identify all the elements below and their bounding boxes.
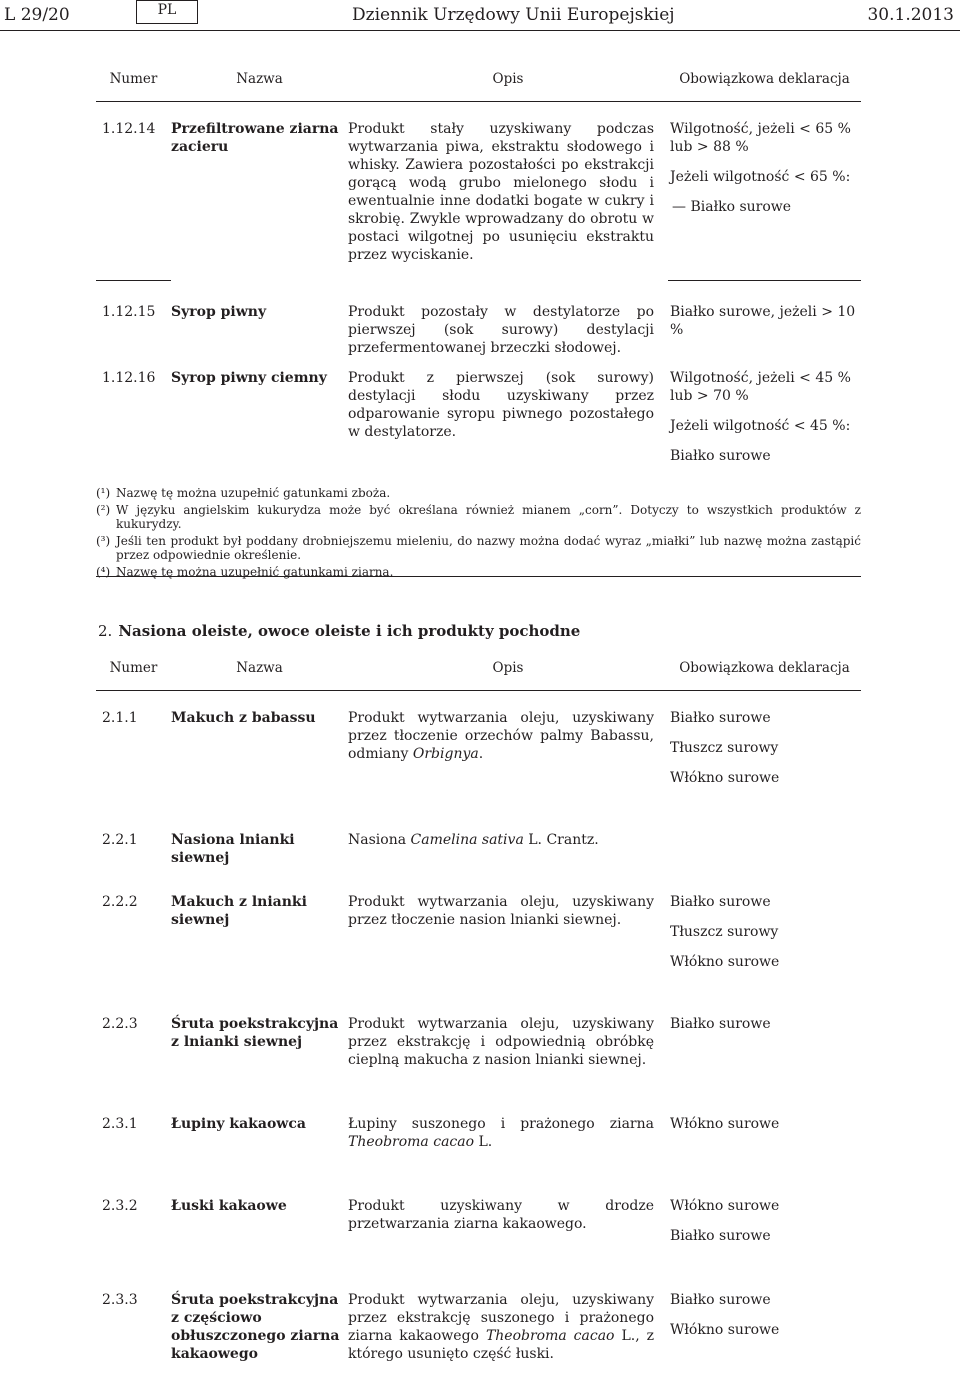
row-number: 2.3.1 [102, 1116, 138, 1132]
page-number: L 29/20 [4, 5, 70, 25]
table-row [96, 367, 861, 465]
declaration-item: — Białko surowe [672, 199, 792, 215]
table-row [96, 811, 861, 875]
row-description: Produkt wytwarzania oleju, uzyskiwany przez tłoczenie orzechów palmy Babassu, odmiany Orbignya. [348, 710, 654, 762]
row-name: Nasiona lnianki siewnej [171, 832, 295, 866]
row-name: Śruta poekstrakcyjna z częściowo obłuszczonego ziarna kakaowego [171, 1292, 340, 1362]
declaration-item: Białko surowe [670, 710, 771, 726]
col-header-number: Numer [96, 57, 171, 102]
col-header-name: Nazwa [171, 57, 348, 102]
row-description: Produkt wytwarzania oleju, uzyskiwany przez ekstrakcję suszonego i prażonego ziarna kakaowego Theobroma cacao L., z którego usunięto część łuski. [348, 1292, 654, 1362]
row-declaration [668, 1273, 861, 1363]
feed-materials-table-1 [96, 57, 861, 465]
table-row [96, 1179, 861, 1273]
declaration-item: Włókno surowe [670, 1116, 780, 1132]
declaration-item: Tłuszcz surowy [670, 924, 779, 940]
table-row [96, 1097, 861, 1179]
row-name: Śruta poekstrakcyjna z lnianki siewnej [171, 1016, 339, 1050]
row-name: Syrop piwny ciemny [171, 370, 327, 386]
declaration-item: Białko surowe, jeżeli > 10 % [670, 304, 856, 338]
row-description: Nasiona Camelina sativa L. Crantz. [348, 832, 599, 848]
row-number: 2.3.2 [102, 1198, 138, 1214]
section-heading [98, 622, 580, 640]
footnote: (²) W języku angielskim kukurydza może być określana również mianem „corn”. Dotyczy to wszystkich produktów z kukurydzy. [96, 502, 861, 531]
row-name: Makuch z babassu [171, 710, 316, 726]
page-header [0, 0, 960, 26]
row-declaration [668, 875, 861, 997]
section-title: Nasiona oleiste, owoce oleiste i ich produkty pochodne [118, 622, 581, 640]
row-declaration [668, 367, 861, 465]
col-header-declaration: Obowiązkowa deklaracja [668, 646, 861, 691]
row-description: Produkt wytwarzania oleju, uzyskiwany przez ekstrakcję i odpowiednią obróbkę cieplną makucha z nasion lnianki siewnej. [348, 1016, 654, 1068]
row-number: 2.1.1 [102, 710, 138, 726]
table-row [96, 691, 861, 812]
declaration-item: Włókno surowe [670, 1198, 780, 1214]
row-description: Produkt stały uzyskiwany podczas wytwarzania piwa, ekstraktu słodowego i whisky. Zawiera pozostałości po ekstrakcji gorącą wodą grubo mielonego słodu i ewentualnie inne dodatki bogate w cukry i skrobię. Zwykle wprowadzany do obrotu w postaci wilgotnej po usunięciu ekstraktu przez wyciskanie. [348, 121, 654, 263]
row-declaration [668, 1097, 861, 1179]
declaration-item: Jeżeli wilgotność < 65 %: [670, 169, 851, 185]
header-rule [0, 30, 960, 31]
declaration-item: Białko surowe [670, 1228, 771, 1244]
declaration-item: Włókno surowe [670, 1322, 780, 1338]
row-description: Produkt uzyskiwany w drodze przetwarzania ziarna kakaowego. [348, 1198, 654, 1232]
footnote-rule [96, 576, 861, 577]
declaration-item: Wilgotność, jeżeli < 45 % lub > 70 % [670, 370, 851, 404]
row-name: Łupiny kakaowca [171, 1116, 306, 1132]
footnote: (¹) Nazwę tę można uzupełnić gatunkami zboża. [96, 486, 391, 500]
row-description: Produkt pozostały w destylatorze po pierwszej (sok surowy) destylacji przefermentowanej brzeczki słodowej. [348, 303, 654, 356]
table-header-row [96, 57, 861, 102]
table-row [96, 997, 861, 1097]
row-name: Przefiltrowane ziarna zacieru [171, 121, 339, 155]
col-header-name: Nazwa [171, 646, 348, 691]
footnote: (⁴) Nazwę tę można uzupełnić gatunkami ziarna. [96, 564, 394, 579]
col-header-description: Opis [348, 646, 668, 691]
footnotes [96, 486, 861, 579]
feed-materials-table-2 [96, 646, 861, 1363]
language-badge: PL [136, 0, 198, 24]
declaration-item: Jeżeli wilgotność < 45 %: [670, 418, 851, 434]
row-description: Łupiny suszonego i prażonego ziarna Theobroma cacao L. [348, 1116, 654, 1150]
declaration-item: Białko surowe [670, 894, 771, 910]
row-number: 1.12.14 [102, 121, 156, 137]
footnote: (³) Jeśli ten produkt był poddany drobniejszemu mieleniu, do nazwy można dodać wyraz „miałki” lub nazwę można zastąpić przez odpowiednie określenie. [96, 533, 861, 562]
declaration-item: Wilgotność, jeżeli < 65 % lub > 88 % [670, 121, 851, 155]
row-number: 2.2.2 [102, 894, 138, 910]
row-description: Produkt z pierwszej (sok surowy) destylacji słodu uzyskiwany przez odparowanie syropu piwnego pozostałego w destylatorze. [348, 370, 654, 440]
row-number: 2.2.3 [102, 1016, 138, 1032]
table-row [96, 102, 861, 281]
row-number: 1.12.16 [102, 370, 156, 386]
table-row [96, 281, 861, 368]
row-number: 1.12.15 [96, 281, 171, 368]
row-declaration [668, 102, 861, 281]
declaration-item: Tłuszcz surowy [670, 740, 779, 756]
table-row [96, 1273, 861, 1363]
row-declaration [668, 691, 861, 812]
row-description: Produkt wytwarzania oleju, uzyskiwany przez tłoczenie nasion lnianki siewnej. [348, 894, 654, 928]
section-number: 2. [98, 622, 113, 640]
row-name: Makuch z lnianki siewnej [171, 894, 307, 928]
declaration-item: Białko surowe [670, 1292, 771, 1308]
row-declaration [668, 1179, 861, 1273]
table-row [96, 875, 861, 997]
col-header-declaration: Obowiązkowa deklaracja [668, 57, 861, 102]
col-header-number: Numer [96, 646, 171, 691]
row-declaration [668, 281, 861, 368]
row-name: Syrop piwny [171, 303, 267, 320]
declaration-item: Włókno surowe [670, 954, 780, 970]
row-name: Łuski kakaowe [171, 1198, 287, 1214]
journal-title: Dziennik Urzędowy Unii Europejskiej [352, 5, 675, 25]
declaration-item: Włókno surowe [670, 770, 780, 786]
publication-date: 30.1.2013 [867, 5, 954, 25]
declaration-item: Białko surowe [670, 1016, 771, 1032]
col-header-description: Opis [348, 57, 668, 102]
declaration-item: Białko surowe [670, 448, 771, 464]
row-declaration [668, 811, 861, 875]
table-header-row [96, 646, 861, 691]
row-number: 2.2.1 [102, 832, 138, 848]
row-number: 2.3.3 [102, 1292, 138, 1308]
row-declaration [668, 997, 861, 1097]
